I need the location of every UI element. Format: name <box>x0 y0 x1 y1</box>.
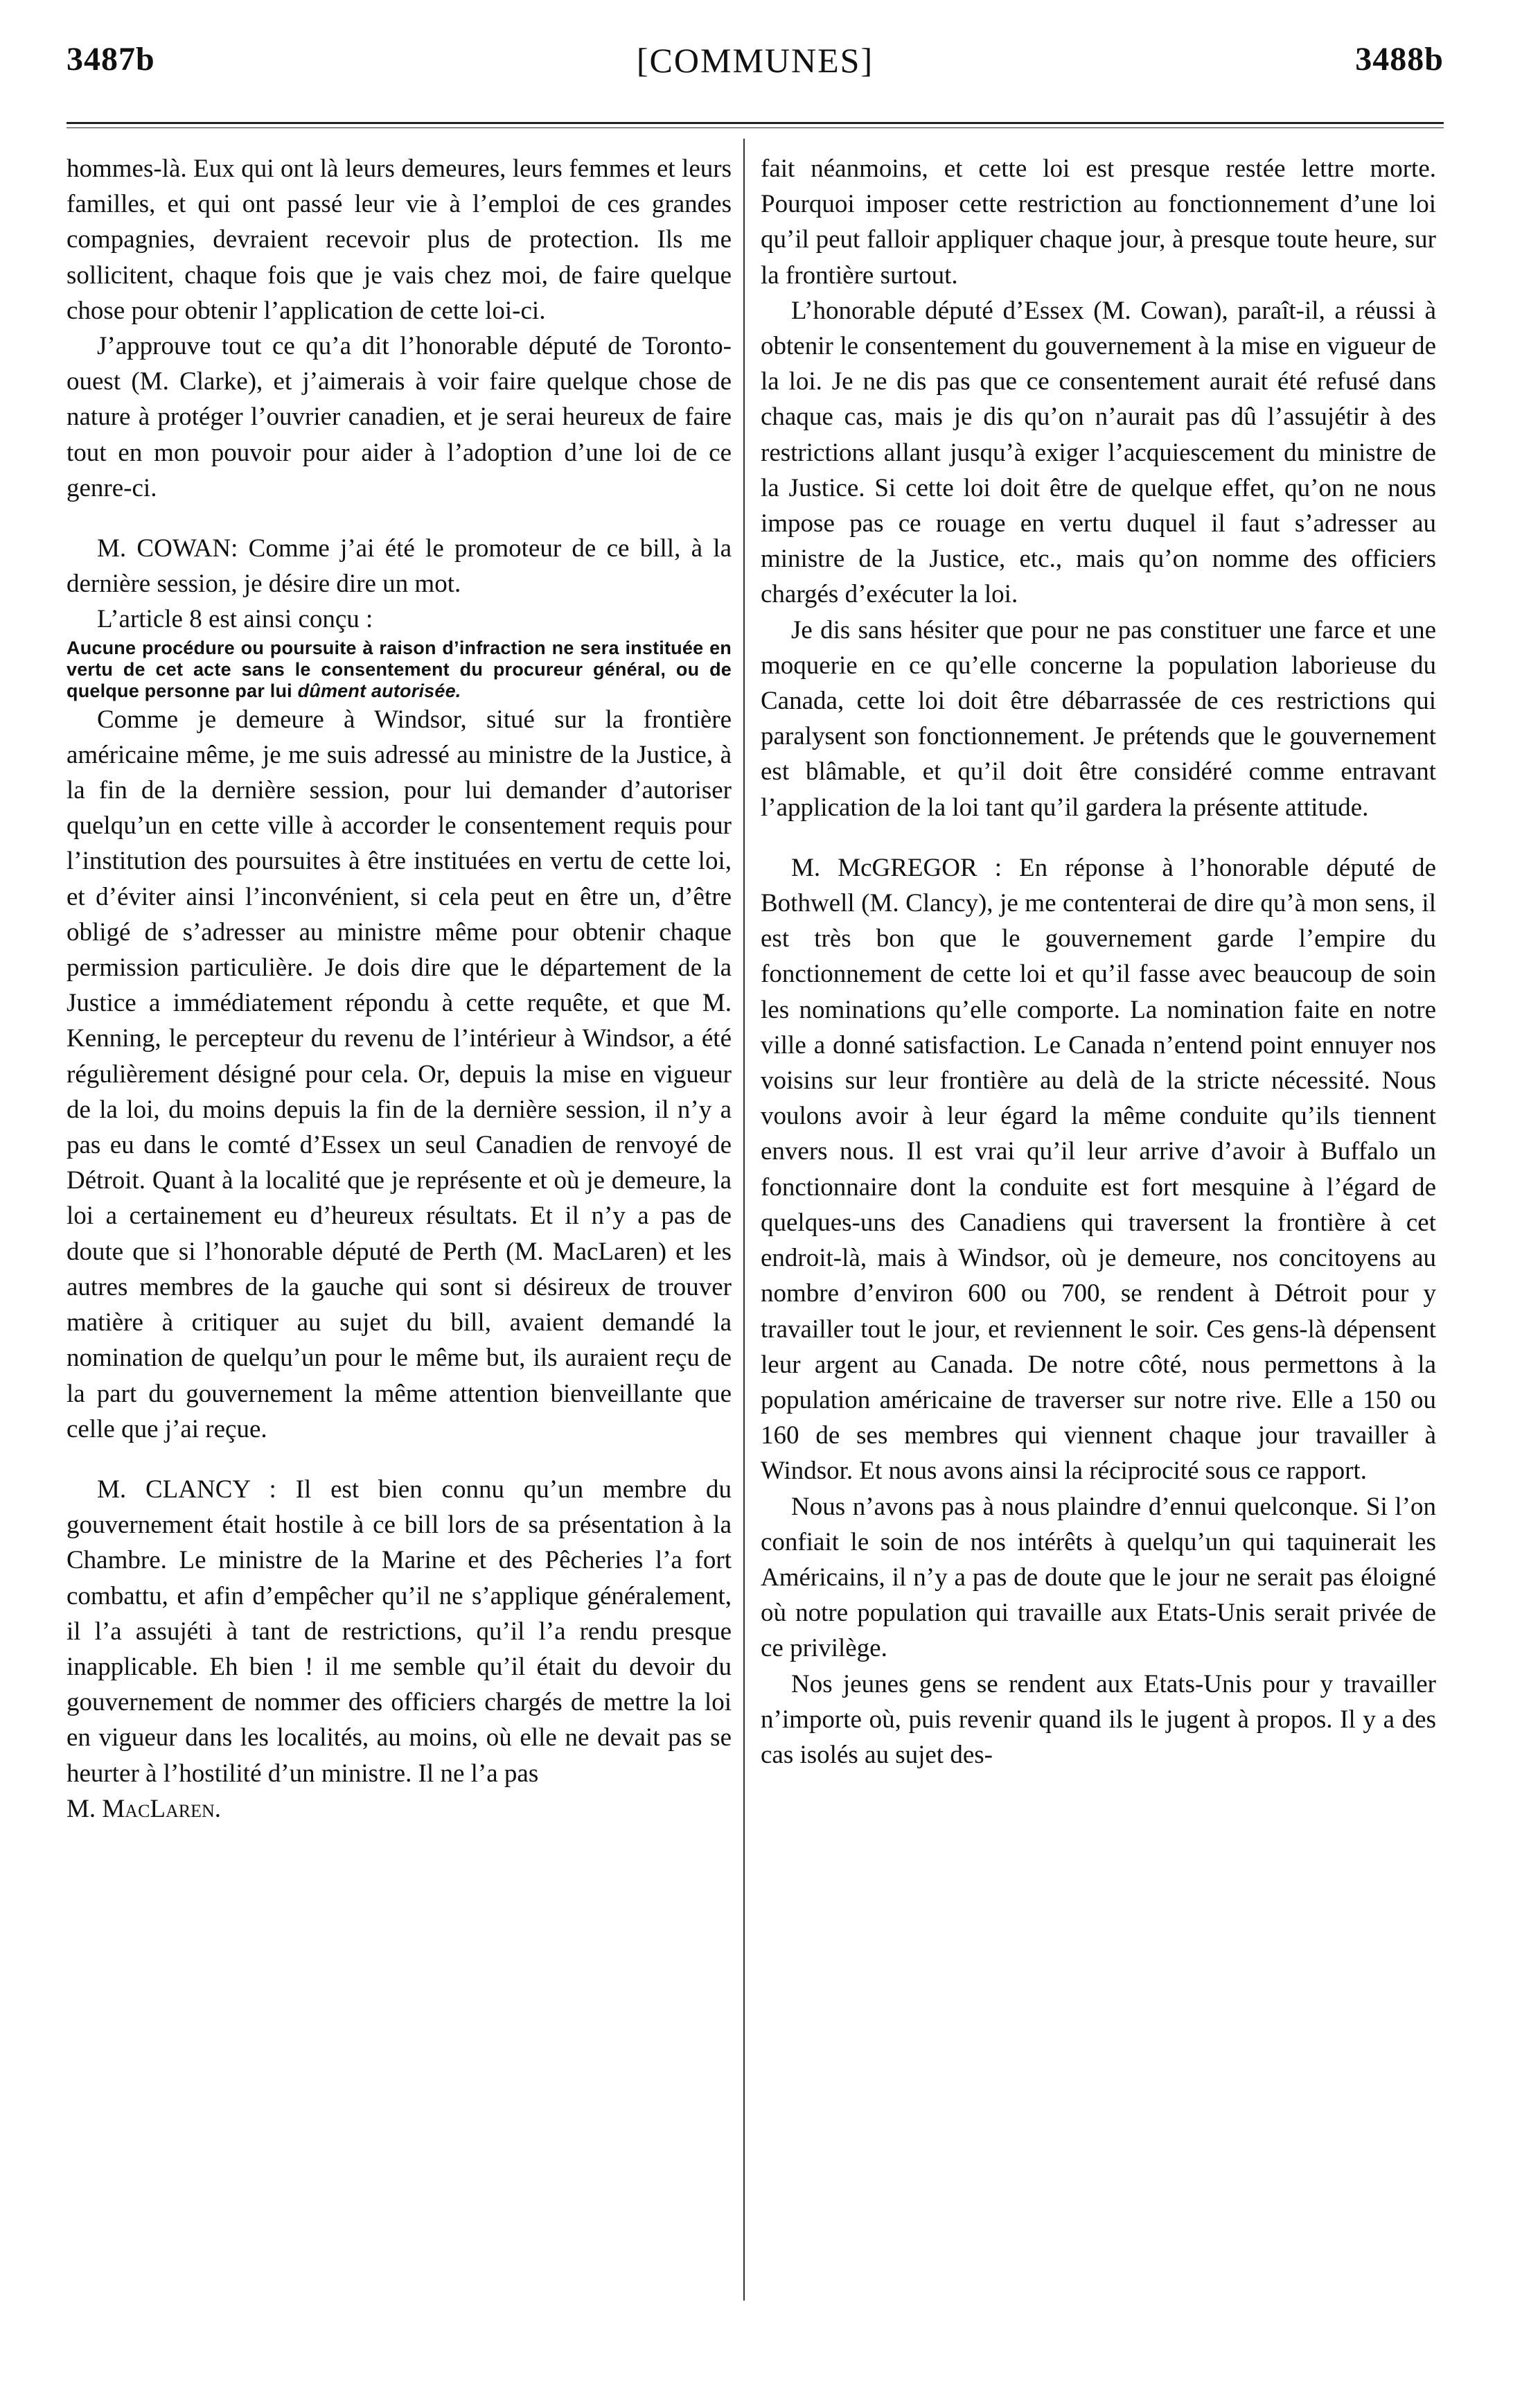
paragraph: Je dis sans hésiter que pour ne pas constituer une farce et une moquerie en ce qu’elle concerne la population laborieuse du Canada, cette loi doit être débarrassée de ces restrictions qui paralysent son fonctionnement. Je prétends que le gouvernement est blâmable, et qu’il doit être considéré comme entravant l’application de la loi tant qu’il gardera la présente attitude. <box>761 615 1436 822</box>
paragraph: Nos jeunes gens se rendent aux Etats-Unis pour y travailler n’importe où, puis revenir quand ils le jugent à propos. Il y a des cas isolés au sujet des- <box>761 1669 1436 1769</box>
column-divider <box>743 139 745 2301</box>
paragraph: L’honorable député d’Essex (M. Cowan), paraît-il, a réussi à obtenir le consentement du gouvernement à la mise en vigueur de la loi. Je ne dis pas que ce consentement aurait été refusé dans chaque cas, mais je dis qu’on n’aurait pas dû l’assujétir à des restrictions allant jusqu’à exiger l’acquiescement du ministre de la Justice. Si cette loi doit être de quelque effet, qu’on ne nous impose pas ce rouage en vertu duquel il faut s’adresser au ministre de la Justice, etc., mais qu’on nomme des officiers chargés d’exécuter la loi. <box>761 296 1436 609</box>
left-column <box>67 151 732 1827</box>
page-number-right: 3488b <box>1355 41 1444 78</box>
speech-clancy <box>67 1472 732 1791</box>
right-column <box>761 151 1436 1773</box>
speaker-name: M. COWAN: <box>97 534 238 563</box>
quote-italic: dûment autorisée. <box>297 680 461 701</box>
speaker-name: M. CLANCY : <box>97 1475 276 1504</box>
speech-text: En réponse à l’honorable député de Bothwell (M. Clancy), je me contenterai de dire qu’à mon sens, il est très bon que le gouvernement garde l’empire du fonctionnement de cette loi et qu’il fasse avec beaucoup de soin les nominations qu’elle comporte. La nomination faite en notre ville a donné satisfaction. Le Canada n’entend point ennuyer nos voisins sur leur frontière au delà de la stricte nécessité. Nous voulons avoir à leur égard la même conduite qu’ils tiennent envers nous. Il est vrai qu’il leur arrive d’avoir à Buffalo un fonctionnaire dont la conduite est fort mesquine à l’égard de quelques-uns des Canadiens qui traversent la frontière à cet endroit-là, mais à Windsor, où je demeure, nos concitoyens au nombre d’environ 600 ou 700, se rendent à Détroit pour y travailler tout le jour, et reviennent le soir. Ces gens-là dépensent leur argent au Canada. De notre côté, nous permettons à la population américaine de traverser sur notre rive. Elle a 150 ou 160 de ses membres qui viennent chaque jour travailler à Windsor. Et nous avons ainsi la réciprocité sous ce rapport. <box>761 853 1436 1486</box>
page-number-left: 3487b <box>67 41 155 78</box>
paragraph: hommes-là. Eux qui ont là leurs demeures, leurs femmes et leurs familles, et qui ont passé leur vie à l’emploi de ces grandes compagnies, devraient recevoir plus de protection. Ils me sollicitent, chaque fois que je vais chez moi, de faire quelque chose pour obtenir l’application de cette loi-ci. <box>67 155 732 325</box>
paragraph: Comme je demeure à Windsor, situé sur la frontière américaine même, je me suis adressé au ministre de la Justice, à la fin de la dernière session, pour lui demander d’autoriser quelqu’un en cette ville à accorder le consentement requis pour l’institution des poursuites à être instituées en vertu de cette loi, et d’éviter ainsi l’inconvénient, si cela peut en être un, d’être obligé de s’adresser au ministre même pour obtenir chaque permission particulière. Je dois dire que le département de la Justice a immédiatement répondu à cette requête, et que M. Kenning, le percepteur du revenu de l’intérieur à Windsor, a été régulièrement désigné pour cela. Or, depuis la mise en vigueur de la loi, du moins depuis la fin de la dernière session, il n’y a pas eu dans le comté d’Essex un seul Canadien de renvoyé de Détroit. Quant à la localité que je représente et où je demeure, la loi a certainement eu d’heureux résultats. Et il n’y a pas de doute que si l’honorable député de Perth (M. MacLaren) et les autres membres de la gauche qui sont si désireux de trouver matière à critiquer au sujet du bill, avaient demandé la nomination de quelqu’un pour le même but, ils auraient reçu de la part du gouvernement la même attention bienveillante que celle que j’ai reçue. <box>67 705 732 1443</box>
quote-text: Aucune procédure ou poursuite à raison d’infraction ne sera instituée en vertu de cet acte sans le consentement du procureur général, ou de quelque personne par lui <box>67 637 732 701</box>
header-rule <box>67 122 1444 124</box>
speech-text: Comme j’ai été le promoteur de ce bill, à la dernière session, je désire dire un mot. <box>67 534 732 599</box>
footer-name: M. MacLaren. <box>67 1794 222 1823</box>
speech-text: Il est bien connu qu’un membre du gouvernement était hostile à ce bill lors de sa présentation à la Chambre. Le ministre de la Marine et des Pêcheries l’a fort combattu, et afin d’empêcher qu’il ne s’applique généralement, il l’a assujéti à tant de restrictions, qu’il l’a rendu presque inapplicable. Eh bien ! il me semble qu’il était du devoir du gouvernement de nommer des officiers chargés de mettre la loi en vigueur dans les localités, au moins, où elle ne devait pas se heurter à l’hostilité d’un ministre. Il ne l’a pas <box>67 1475 732 1788</box>
speaker-name: M. McGREGOR : <box>791 853 1002 882</box>
running-title: [COMMUNES] <box>636 41 874 80</box>
paragraph: Nous n’avons pas à nous plaindre d’ennui quelconque. Si l’on confiait le soin de nos intérêts à quelqu’un qui taquinerait les Américains, il n’y a pas de doute que le jour ne serait pas éloigné où notre population qui travaille aux Etats-Unis serait privée de ce privilège. <box>761 1492 1436 1663</box>
paragraph: fait néanmoins, et cette loi est presque restée lettre morte. Pourquoi imposer cette restriction au fonctionnement d’une loi qu’il peut falloir appliquer chaque jour, à presque toute heure, sur la frontière surtout. <box>761 155 1436 290</box>
paragraph: L’article 8 est ainsi conçu : <box>97 605 373 634</box>
speech-mcgregor <box>761 850 1436 1489</box>
paragraph: J’approuve tout ce qu’a dit l’honorable député de Toronto-ouest (M. Clarke), et j’aimerais à voir faire quelque chose de nature à protéger l’ouvrier canadien, et je serai heureux de faire tout en mon pouvoir pour aider à l’adoption d’une loi de ce genre-ci. <box>67 332 732 502</box>
quoted-article <box>67 638 732 702</box>
page-header <box>67 40 1444 96</box>
speech-cowan <box>67 531 732 601</box>
